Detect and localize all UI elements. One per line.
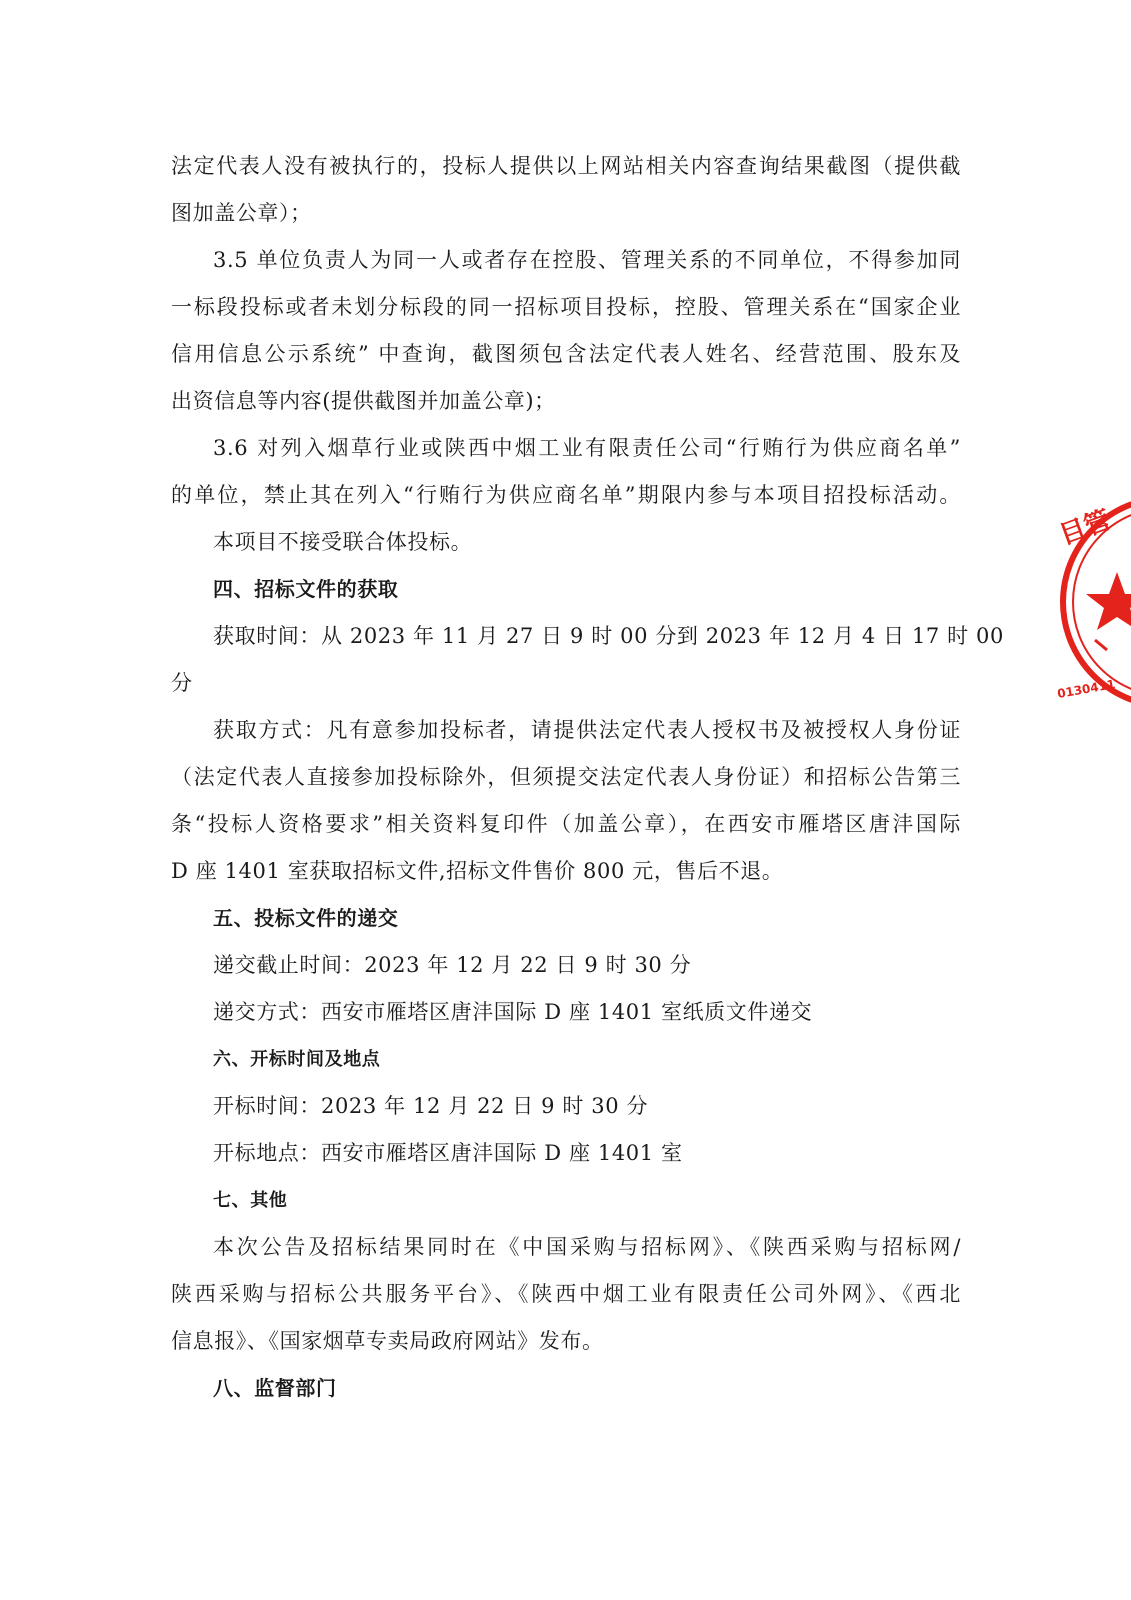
paragraph-line: 递交方式：西安市雁塔区唐沣国际 D 座 1401 室纸质文件递交: [213, 1000, 813, 1024]
paragraph-line: 本项目不接受联合体投标。: [213, 530, 473, 554]
paragraph-line: 获取时间：从 2023 年 11 月 27 日 9 时 00 分到 2023 年 12 月 4 日 17 时 00: [213, 624, 1004, 648]
company-seal: [1055, 490, 1131, 720]
paragraph-line: 获取方式：凡有意参加投标者，请提供法定代表人授权书及被授权人身份证: [213, 718, 961, 742]
section-heading: 六、开标时间及地点: [213, 1049, 381, 1070]
paragraph-line: 开标地点：西安市雁塔区唐沣国际 D 座 1401 室: [213, 1141, 683, 1165]
paragraph-line: 本次公告及招标结果同时在《中国采购与招标网》、《陕西采购与招标网/: [213, 1235, 961, 1259]
paragraph-line: 3.5 单位负责人为同一人或者存在控股、管理关系的不同单位，不得参加同: [213, 248, 961, 272]
section-heading: 四、招标文件的获取: [213, 577, 399, 601]
paragraph-line: D 座 1401 室获取招标文件,招标文件售价 800 元，售后不退。: [171, 859, 784, 883]
paragraph-line: 出资信息等内容(提供截图并加盖公章)；: [171, 389, 556, 413]
paragraph-line: 一标段投标或者未划分标段的同一招标项目投标，控股、管理关系在“国家企业: [171, 295, 961, 319]
document-page: [171, 143, 1004, 1412]
section-heading: 五、投标文件的递交: [213, 906, 399, 930]
paragraph-line: （法定代表人直接参加投标除外，但须提交法定代表人身份证）和招标公告第三: [171, 765, 961, 789]
paragraph-line: 条“投标人资格要求”相关资料复印件（加盖公章），在西安市雁塔区唐沣国际: [171, 812, 961, 836]
seal-text-bottom: 0130411: [1056, 677, 1117, 702]
seal-text-top: 目管: [1055, 505, 1115, 552]
paragraph-line: 信用信息公示系统” 中查询，截图须包含法定代表人姓名、经营范围、股东及: [171, 342, 961, 366]
paragraph-line: 开标时间：2023 年 12 月 22 日 9 时 30 分: [213, 1094, 649, 1118]
seal-graphic: [1055, 490, 1131, 720]
paragraph-line: 递交截止时间：2023 年 12 月 22 日 9 时 30 分: [213, 953, 692, 977]
paragraph-line: 法定代表人没有被执行的，投标人提供以上网站相关内容查询结果截图（提供截: [171, 154, 961, 178]
paragraph-line: 陕西采购与招标公共服务平台》、《陕西中烟工业有限责任公司外网》、《西北: [171, 1282, 961, 1306]
section-heading: 七、其他: [213, 1190, 288, 1211]
paragraph-line: 信息报》、《国家烟草专卖局政府网站》发布。: [171, 1329, 604, 1353]
paragraph-line: 图加盖公章）；: [171, 201, 312, 225]
paragraph-line: 的单位，禁止其在列入“行贿行为供应商名单”期限内参与本项目招投标活动。: [171, 483, 961, 507]
section-heading: 八、监督部门: [213, 1376, 337, 1400]
seal-mark: [1095, 640, 1107, 650]
paragraph-line: 分: [171, 671, 193, 695]
seal-star-icon: [1086, 572, 1131, 630]
paragraph-line: 3.6 对列入烟草行业或陕西中烟工业有限责任公司“行贿行为供应商名单”: [213, 436, 961, 460]
